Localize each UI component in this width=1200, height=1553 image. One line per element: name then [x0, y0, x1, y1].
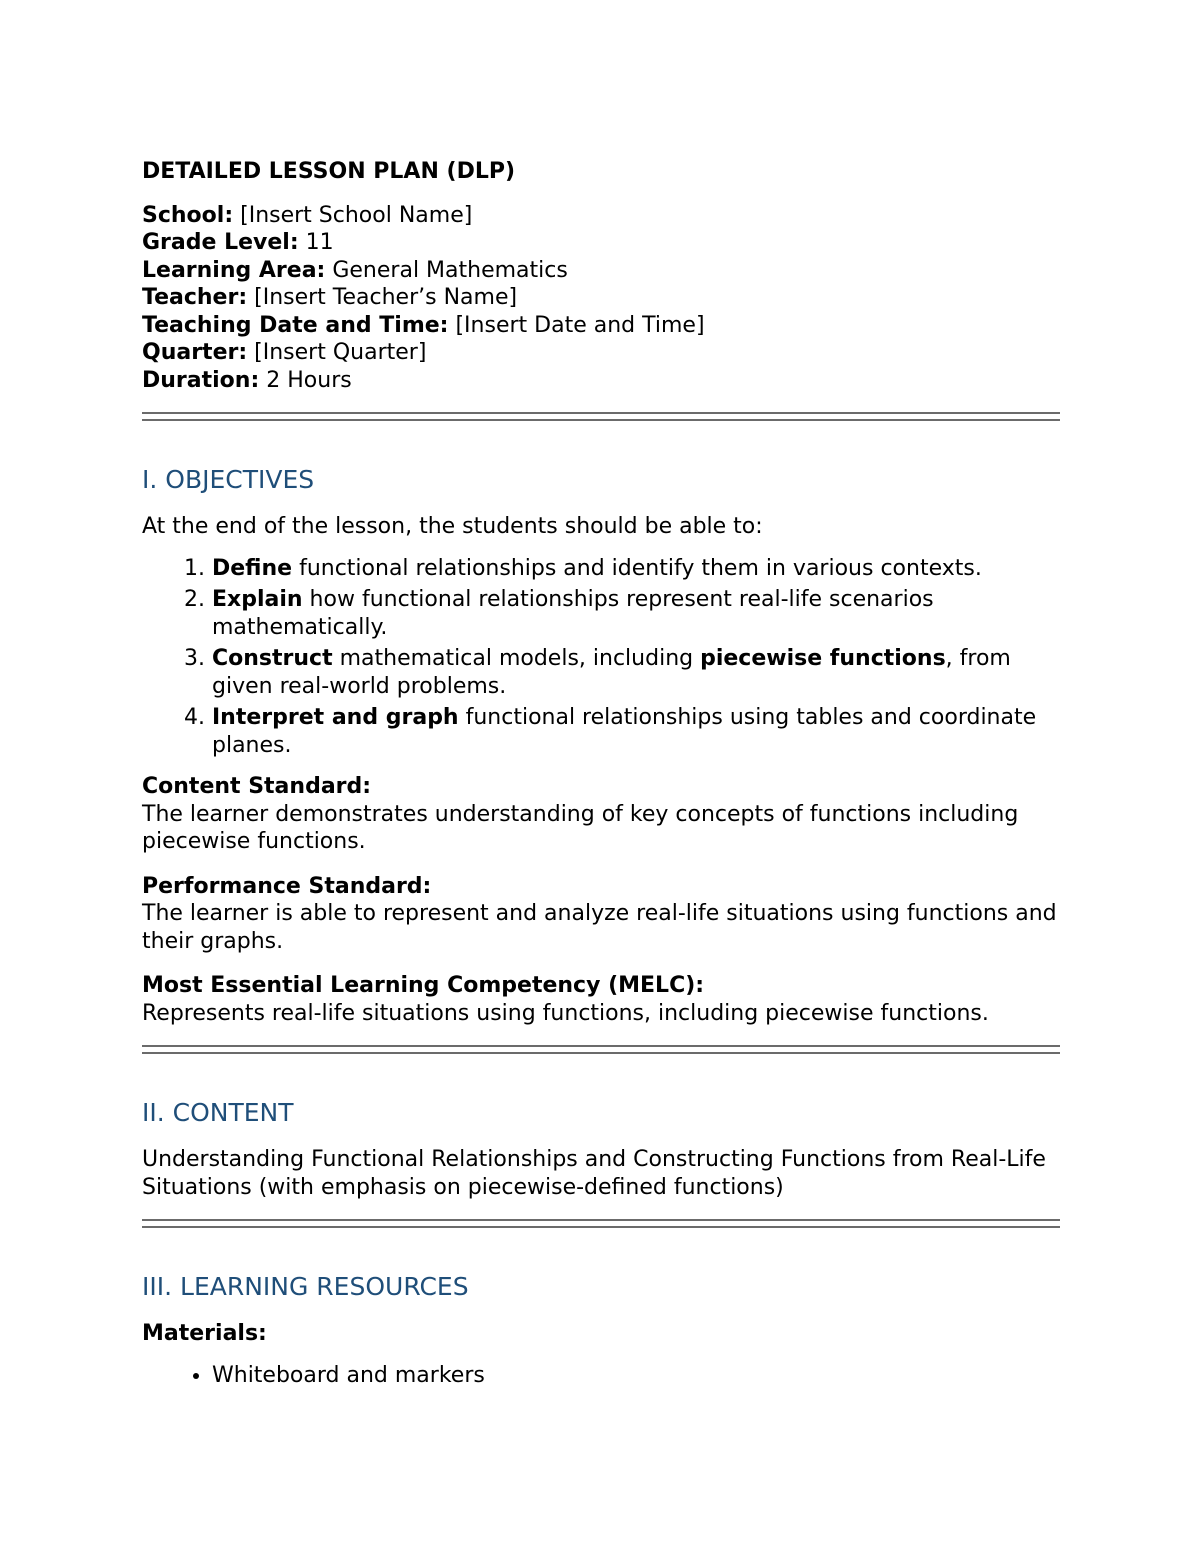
content-standard-text: The learner demonstrates understanding of key concepts of functions including piecewise functions.: [142, 801, 1019, 854]
performance-standard-text: The learner is able to represent and analyze real-life situations using functions and their graphs.: [142, 901, 1057, 954]
info-value: [Insert School Name]: [233, 202, 473, 228]
info-label: Learning Area:: [142, 257, 326, 283]
objective-text: mathematical models, including: [332, 646, 701, 671]
objective-verb: Explain: [212, 587, 303, 612]
content-text: Understanding Functional Relationships and Constructing Functions from Real-Life Situations (with emphasis on piecewise-defined functions): [142, 1147, 1046, 1200]
melc-text: Represents real-life situations using functions, including piecewise functions.: [142, 1000, 989, 1026]
info-label: Teaching Date and Time:: [142, 312, 449, 338]
list-item: [212, 704, 1060, 759]
objective-verb: Interpret and graph: [212, 705, 459, 730]
info-label: School:: [142, 202, 234, 228]
info-value: [Insert Quarter]: [247, 340, 427, 365]
materials-label: Materials:: [142, 1321, 267, 1346]
info-date-time: [142, 312, 1060, 340]
performance-standard-label: Performance Standard:: [142, 873, 432, 899]
list-item: [212, 645, 1060, 700]
content-standard-label: Content Standard:: [142, 774, 372, 799]
info-school: [142, 202, 1060, 230]
section-divider: [142, 1045, 1060, 1054]
materials-list: [142, 1362, 1060, 1390]
resources-heading: III. LEARNING RESOURCES: [142, 1272, 469, 1301]
info-value: 11: [298, 230, 334, 255]
section-divider: [142, 1219, 1060, 1228]
info-learning-area: [142, 257, 1060, 285]
info-value: [Insert Teacher’s Name]: [247, 285, 518, 310]
list-item: [212, 555, 1060, 583]
objective-verb: Define: [212, 555, 293, 581]
info-label: Teacher:: [142, 285, 248, 310]
info-quarter: [142, 339, 1060, 367]
objective-verb: Construct: [212, 646, 333, 671]
info-label: Grade Level:: [142, 230, 299, 255]
content-heading: II. CONTENT: [142, 1098, 294, 1127]
info-teacher: [142, 284, 1060, 312]
objectives-intro: At the end of the lesson, the students should be able to:: [142, 514, 763, 539]
info-value: 2 Hours: [259, 367, 352, 393]
info-value: General Mathematics: [325, 257, 568, 283]
objective-text: functional relationships and identify them in various contexts.: [292, 555, 982, 581]
objective-text: , from given real-world problems.: [212, 646, 1011, 699]
info-label: Quarter:: [142, 340, 248, 365]
objective-text: how functional relationships represent real-life scenarios mathematically.: [212, 587, 934, 640]
section-divider: [142, 412, 1060, 421]
list-item: [212, 586, 1060, 641]
document-title: DETAILED LESSON PLAN (DLP): [142, 159, 516, 184]
objective-text: functional relationships using tables and coordinate planes.: [212, 705, 1037, 758]
info-value: [Insert Date and Time]: [448, 312, 705, 338]
lesson-info: [142, 202, 1060, 395]
objectives-list: [142, 555, 1060, 760]
document-page: [142, 158, 1060, 1389]
melc-label: Most Essential Learning Competency (MELC):: [142, 973, 705, 998]
list-item: • Whiteboard and markers: [212, 1362, 1060, 1390]
info-grade-level: [142, 229, 1060, 257]
info-label: Duration:: [142, 367, 260, 393]
objectives-heading: I. OBJECTIVES: [142, 465, 315, 494]
info-duration: [142, 367, 1060, 395]
objective-emphasis: piecewise functions: [700, 646, 946, 671]
